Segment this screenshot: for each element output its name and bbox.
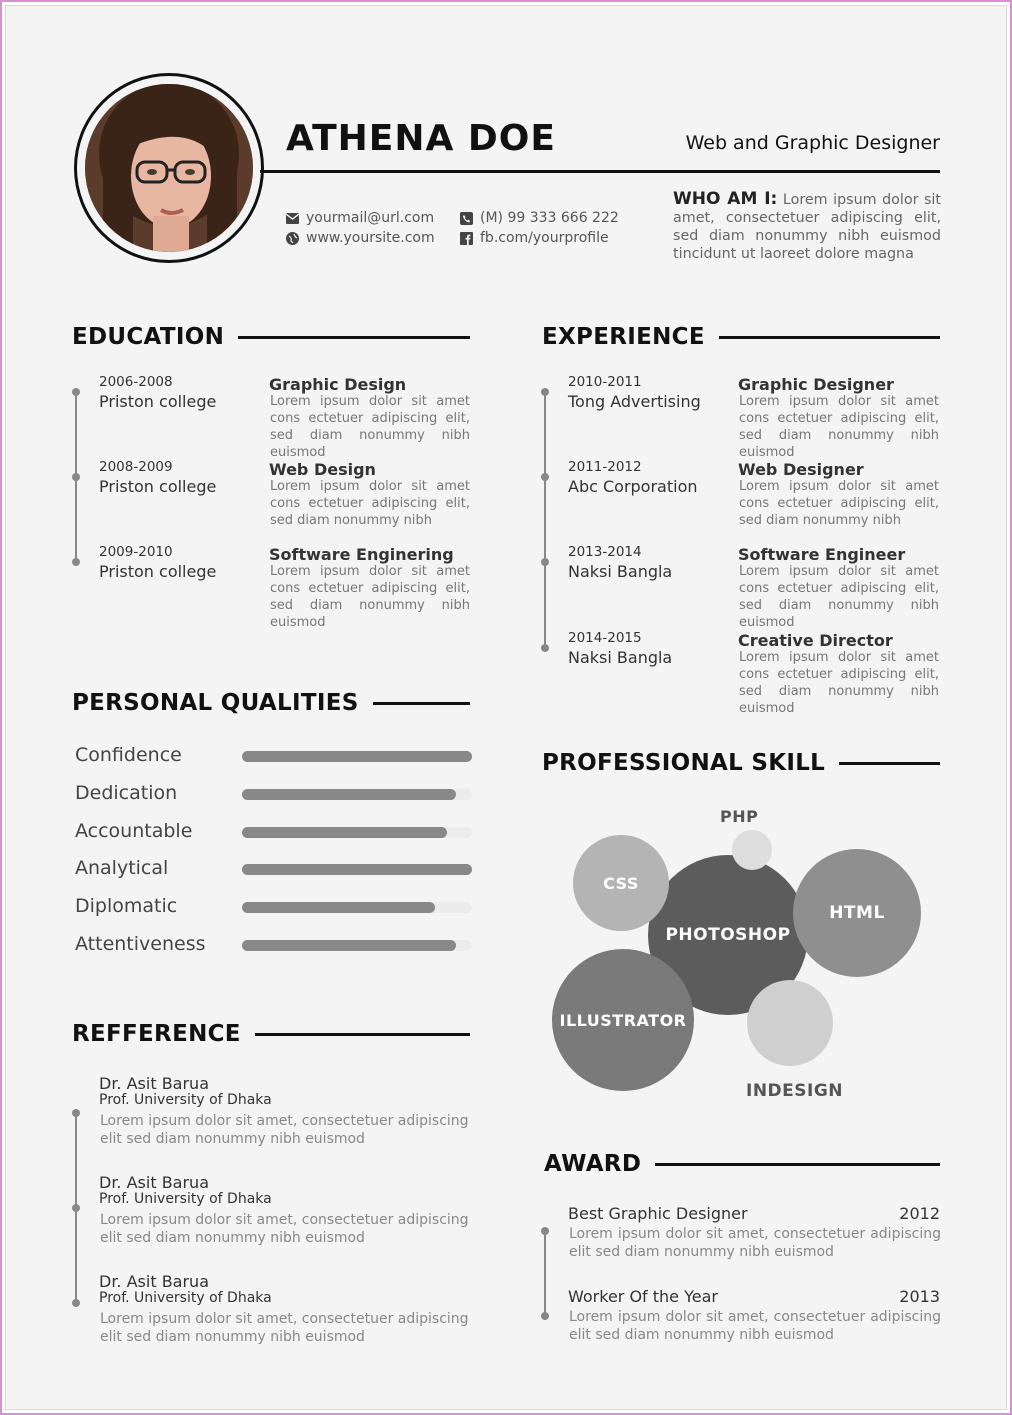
skill-bubble-html bbox=[793, 849, 921, 977]
experience-company: Naksi Bangla bbox=[568, 648, 673, 667]
quality-bar-fill bbox=[242, 789, 456, 800]
quality-label: Accountable bbox=[75, 820, 193, 842]
about-me-text: Lorem ipsum dolor sit amet, consectetuer adipiscing elit, sed diam nonummy nibh euismod tincidunt ut laoreet dolore magna bbox=[673, 192, 942, 262]
contact-facebook[interactable] bbox=[460, 230, 609, 246]
quality-bar-track bbox=[242, 940, 472, 951]
award-title: Worker Of the Year bbox=[568, 1287, 718, 1306]
reference-desc: Lorem ipsum dolor sit amet, consectetuer adipiscing elit sed diam nonummy nibh euismod bbox=[100, 1113, 469, 1147]
phone-text: (M) 99 333 666 222 bbox=[480, 210, 619, 226]
award-year: 2013 bbox=[899, 1287, 940, 1306]
skills-heading-rule bbox=[839, 762, 940, 765]
timeline-dot bbox=[541, 473, 549, 481]
experience-years: 2014-2015 bbox=[568, 630, 642, 646]
experience-position: Web Designer bbox=[738, 460, 864, 479]
qualities-heading-rule bbox=[373, 702, 470, 705]
skill-label: ILLUSTRATOR bbox=[559, 1010, 687, 1030]
quality-bar-fill bbox=[242, 827, 447, 838]
skill-bubble-indesign bbox=[747, 980, 833, 1066]
reference-org: Prof. University of Dhaka bbox=[99, 1092, 272, 1108]
experience-desc: Lorem ipsum dolor sit amet cons ectetuer adipiscing elit, sed diam nonummy nibh euismod bbox=[739, 564, 939, 630]
education-heading-rule bbox=[238, 336, 470, 339]
timeline-dot bbox=[72, 1204, 80, 1212]
experience-company: Tong Advertising bbox=[568, 392, 701, 411]
skills-heading-row bbox=[542, 750, 940, 776]
skill-label: PHOTOSHOP bbox=[665, 925, 791, 945]
timeline-dot bbox=[541, 1312, 549, 1320]
education-years: 2006-2008 bbox=[99, 374, 173, 390]
timeline-dot bbox=[541, 388, 549, 396]
facebook-icon bbox=[460, 232, 473, 245]
qualities-heading-row bbox=[72, 690, 470, 716]
experience-years: 2013-2014 bbox=[568, 544, 642, 560]
skill-label-php: PHP bbox=[720, 807, 759, 826]
experience-desc: Lorem ipsum dolor sit amet cons ectetuer adipiscing elit, sed diam nonummy nibh euismod bbox=[739, 650, 939, 716]
experience-years: 2011-2012 bbox=[568, 459, 642, 475]
education-school: Priston college bbox=[99, 392, 217, 411]
reference-desc: Lorem ipsum dolor sit amet, consectetuer adipiscing elit sed diam nonummy nibh euismod bbox=[100, 1311, 469, 1345]
timeline-dot bbox=[72, 1299, 80, 1307]
skill-label-indesign: INDESIGN bbox=[746, 1081, 844, 1101]
timeline-dot bbox=[541, 644, 549, 652]
skill-bubble-css bbox=[573, 835, 669, 931]
quality-label: Dedication bbox=[75, 782, 178, 804]
header-divider bbox=[260, 170, 940, 173]
experience-heading-row bbox=[542, 324, 940, 350]
quality-bar-fill bbox=[242, 751, 472, 762]
education-heading-row bbox=[72, 324, 470, 350]
resume-page bbox=[5, 5, 1007, 1410]
reference-name: Dr. Asit Barua bbox=[99, 1074, 209, 1093]
award-year: 2012 bbox=[899, 1204, 940, 1223]
education-years: 2008-2009 bbox=[99, 459, 173, 475]
education-course: Graphic Design bbox=[269, 375, 407, 394]
contact-website[interactable] bbox=[286, 230, 435, 246]
experience-heading: EXPERIENCE bbox=[542, 324, 705, 350]
reference-heading-rule bbox=[255, 1033, 470, 1036]
award-heading-row bbox=[544, 1151, 940, 1177]
experience-company: Naksi Bangla bbox=[568, 562, 673, 581]
award-desc: Lorem ipsum dolor sit amet, consectetuer adipiscing elit sed diam nonummy nibh euismod bbox=[569, 1309, 941, 1343]
profile-photo-frame bbox=[74, 73, 264, 263]
award-heading: AWARD bbox=[544, 1151, 642, 1177]
globe-icon bbox=[286, 232, 299, 245]
experience-position: Graphic Designer bbox=[738, 375, 894, 394]
contact-email[interactable] bbox=[286, 210, 434, 226]
experience-years: 2010-2011 bbox=[568, 374, 642, 390]
phone-icon bbox=[460, 212, 473, 225]
experience-position: Creative Director bbox=[738, 631, 893, 650]
education-heading: EDUCATION bbox=[72, 324, 225, 350]
experience-heading-rule bbox=[719, 336, 940, 339]
education-course: Web Design bbox=[269, 460, 376, 479]
award-title: Best Graphic Designer bbox=[568, 1204, 748, 1223]
education-desc: Lorem ipsum dolor sit amet cons ectetuer adipiscing elit, sed diam nonummy nibh euismod bbox=[270, 564, 470, 630]
reference-heading-row bbox=[72, 1021, 470, 1047]
timeline-dot bbox=[72, 558, 80, 566]
facebook-text: fb.com/yourprofile bbox=[480, 230, 609, 246]
profile-photo bbox=[85, 84, 253, 252]
education-years: 2009-2010 bbox=[99, 544, 173, 560]
experience-timeline bbox=[544, 392, 546, 650]
award-desc: Lorem ipsum dolor sit amet, consectetuer adipiscing elit sed diam nonummy nibh euismod bbox=[569, 1226, 941, 1260]
candidate-role: Web and Graphic Designer bbox=[685, 132, 940, 154]
quality-bar-track bbox=[242, 864, 472, 875]
reference-name: Dr. Asit Barua bbox=[99, 1173, 209, 1192]
quality-label: Analytical bbox=[75, 857, 169, 879]
experience-desc: Lorem ipsum dolor sit amet cons ectetuer adipiscing elit, sed diam nonummy nibh bbox=[739, 479, 939, 528]
skill-label: CSS bbox=[603, 873, 639, 893]
timeline-dot bbox=[541, 1227, 549, 1235]
reference-org: Prof. University of Dhaka bbox=[99, 1290, 272, 1306]
quality-label: Confidence bbox=[75, 744, 182, 766]
email-text: yourmail@url.com bbox=[306, 210, 435, 226]
quality-bar-track bbox=[242, 789, 472, 800]
reference-desc: Lorem ipsum dolor sit amet, consectetuer adipiscing elit sed diam nonummy nibh euismod bbox=[100, 1212, 469, 1246]
quality-label: Attentiveness bbox=[75, 933, 206, 955]
reference-heading: REFFERENCE bbox=[72, 1021, 241, 1047]
experience-position: Software Engineer bbox=[738, 545, 906, 564]
award-timeline bbox=[544, 1231, 546, 1317]
experience-desc: Lorem ipsum dolor sit amet cons ectetuer adipiscing elit, sed diam nonummy nibh euismod bbox=[739, 394, 939, 460]
quality-bar-fill bbox=[242, 940, 456, 951]
skill-bubble-illustrator bbox=[552, 949, 694, 1091]
education-desc: Lorem ipsum dolor sit amet cons ectetuer adipiscing elit, sed diam nonummy nibh euismod bbox=[270, 394, 470, 460]
skills-heading: PROFESSIONAL SKILL bbox=[542, 750, 826, 776]
envelope-icon bbox=[286, 212, 299, 225]
experience-company: Abc Corporation bbox=[568, 477, 698, 496]
quality-label: Diplomatic bbox=[75, 895, 178, 917]
quality-bar-fill bbox=[242, 864, 472, 875]
quality-bar-fill bbox=[242, 902, 435, 913]
education-school: Priston college bbox=[99, 562, 217, 581]
education-desc: Lorem ipsum dolor sit amet cons ectetuer adipiscing elit, sed diam nonummy nibh bbox=[270, 479, 470, 528]
timeline-dot bbox=[72, 1109, 80, 1117]
timeline-dot bbox=[541, 558, 549, 566]
skill-bubble-php bbox=[732, 830, 772, 870]
quality-bar-track bbox=[242, 751, 472, 762]
contact-phone[interactable] bbox=[460, 210, 619, 226]
award-heading-rule bbox=[655, 1163, 940, 1166]
quality-bar-track bbox=[242, 902, 472, 913]
quality-bar-track bbox=[242, 827, 472, 838]
timeline-dot bbox=[72, 388, 80, 396]
reference-org: Prof. University of Dhaka bbox=[99, 1191, 272, 1207]
education-school: Priston college bbox=[99, 477, 217, 496]
education-course: Software Enginering bbox=[269, 545, 454, 564]
about-me bbox=[673, 190, 941, 263]
qualities-heading: PERSONAL QUALITIES bbox=[72, 690, 359, 716]
reference-name: Dr. Asit Barua bbox=[99, 1272, 209, 1291]
skill-label: HTML bbox=[829, 903, 885, 923]
timeline-dot bbox=[72, 473, 80, 481]
website-text: www.yoursite.com bbox=[306, 230, 435, 246]
candidate-name: ATHENA DOE bbox=[286, 118, 556, 159]
about-me-label: WHO AM I: bbox=[673, 189, 778, 209]
